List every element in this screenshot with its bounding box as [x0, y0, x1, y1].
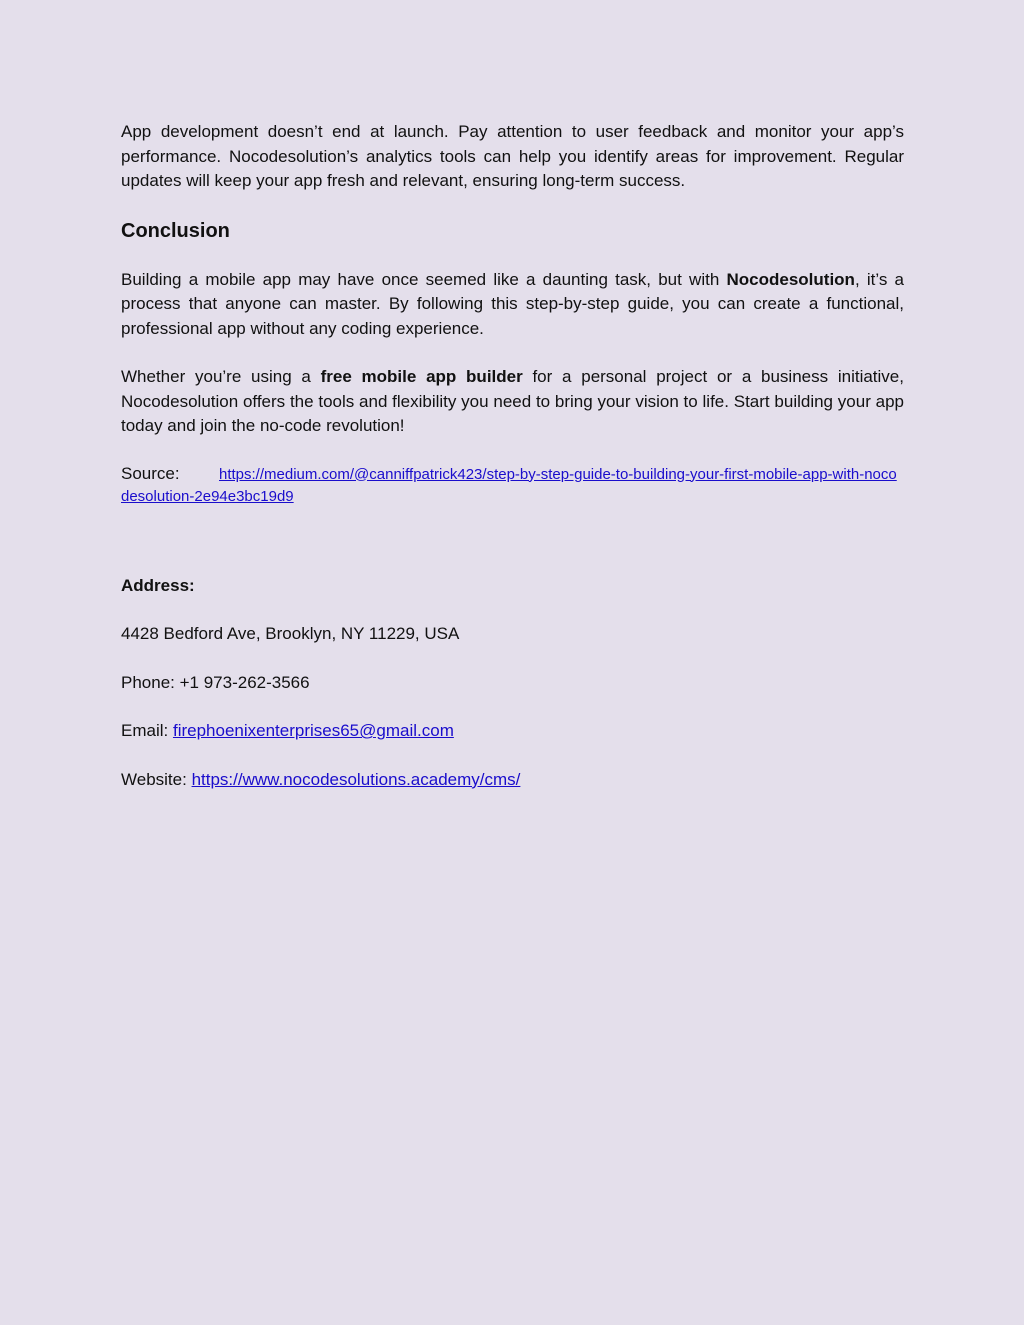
contact-block	[121, 574, 904, 793]
paragraph-conclusion	[121, 268, 904, 342]
website-line	[121, 768, 904, 793]
keyword-bold: free mobile app builder	[320, 367, 523, 386]
paragraph-cta-text-start: Whether you’re using a	[121, 367, 321, 386]
conclusion-heading: Conclusion	[121, 219, 230, 242]
email-label: Email:	[121, 721, 173, 740]
source-line	[121, 463, 904, 507]
paragraph-cta-text-end: for a personal project or a business initiative, Nocodesolution offers the tools and flexibility you need to bring your vision to life. Start building your app today and join the no-code revolution!	[121, 367, 904, 435]
brand-name-bold: Nocodesolution	[726, 269, 855, 289]
address-text: 4428 Bedford Ave, Brooklyn, NY 11229, USA	[121, 624, 460, 643]
paragraph-conclusion-text-start: Building a mobile app may have once seemed like a daunting task, but with	[121, 269, 727, 289]
website-label: Website:	[121, 769, 192, 789]
source-link[interactable]: https://medium.com/@canniffpatrick423/step-by-step-guide-to-building-your-first-mobile-app-with-nocodesolution-2e94e3bc19d9	[121, 465, 897, 505]
source-label: Source:	[121, 463, 180, 483]
paragraph-call-to-action	[121, 365, 904, 439]
website-link[interactable]: https://www.nocodesolutions.academy/cms/	[191, 769, 521, 789]
address-heading: Address:	[121, 575, 195, 595]
paragraph-conclusion-text-end: , it’s a process that anyone can master. By following this step-by-step guide, you can create a functional, professional app without any coding experience.	[121, 269, 905, 338]
email-line	[121, 719, 904, 744]
document-content	[121, 120, 904, 816]
phone-text: Phone: +1 973-262-3566	[121, 672, 310, 692]
email-link[interactable]: firephoenixenterprises65@gmail.com	[172, 721, 454, 740]
paragraph-app-maintenance: App development doesn’t end at launch. Pay attention to user feedback and monitor your app’s performance. Nocodesolution’s analytics tools can help you identify areas for improvement. Regular updates will keep your app fresh and relevant, ensuring long-term success.	[121, 122, 904, 190]
